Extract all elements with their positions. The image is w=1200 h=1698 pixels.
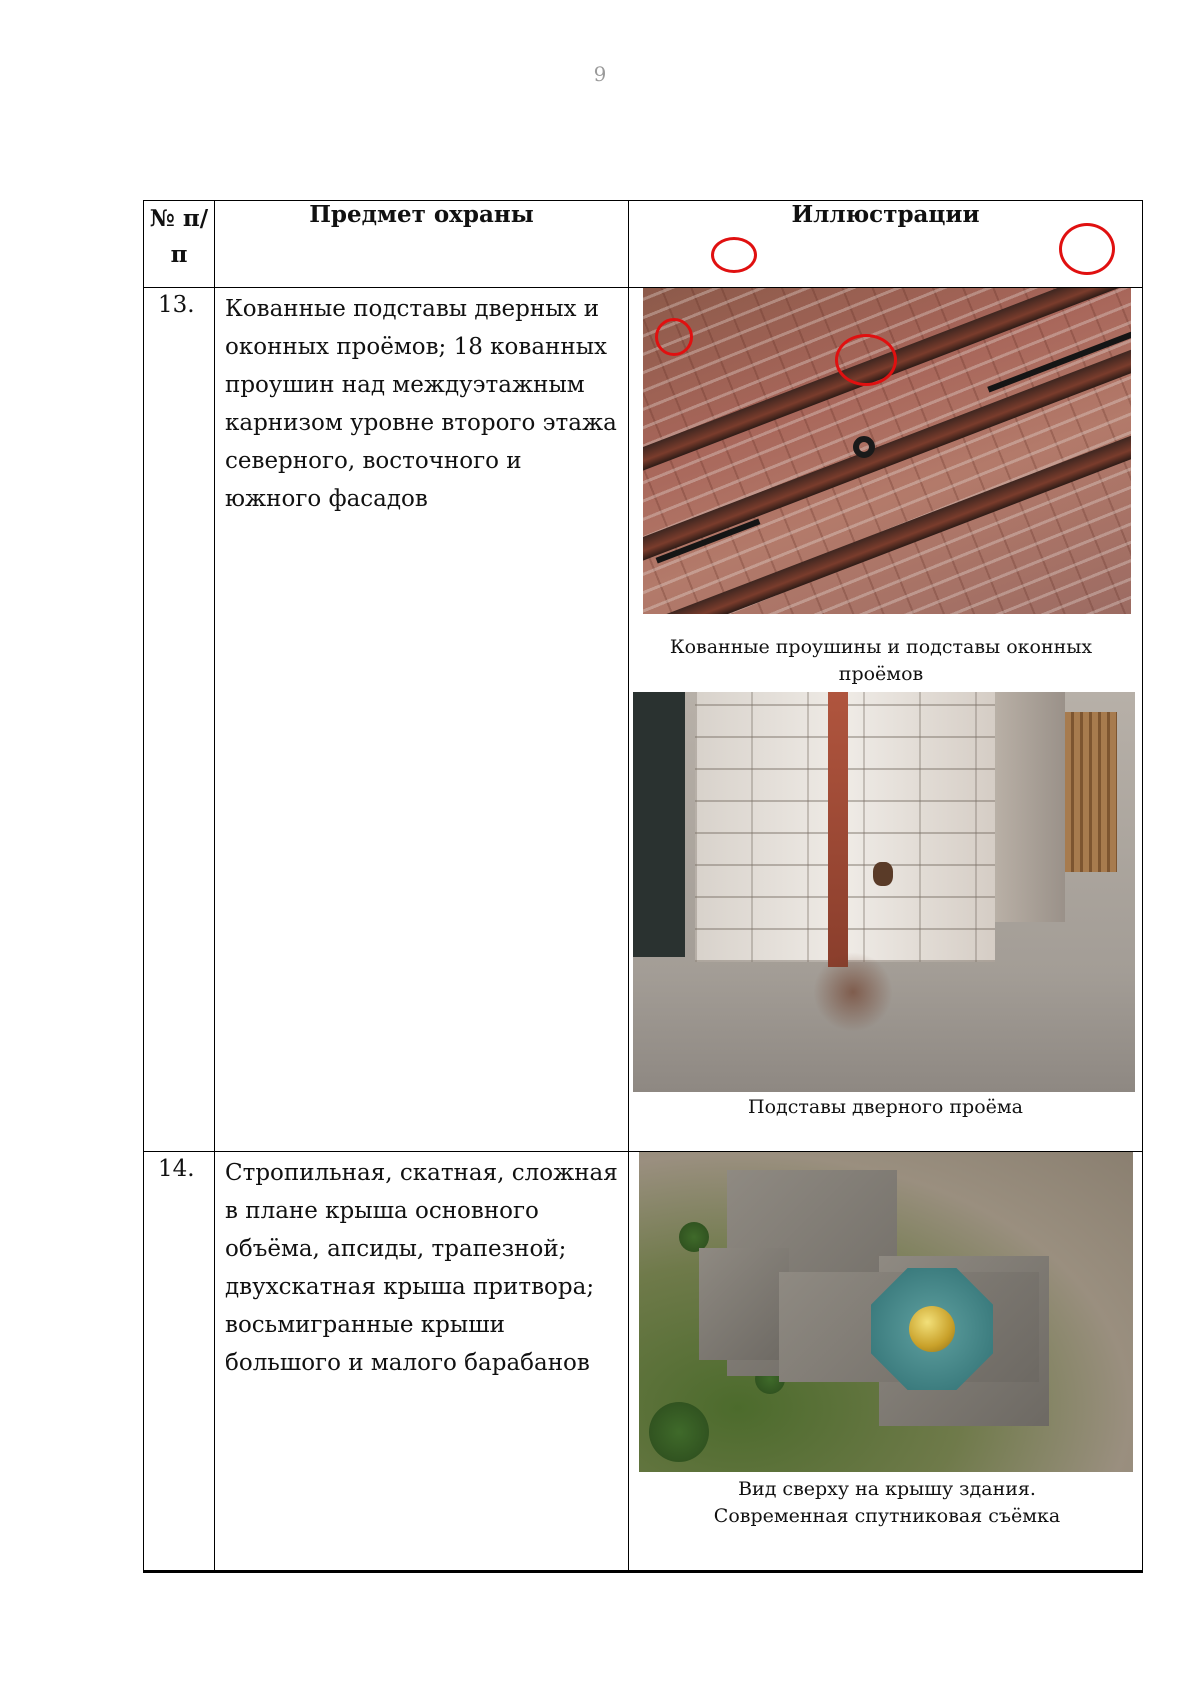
header-number: № п/п xyxy=(144,201,215,288)
table-header-row xyxy=(144,201,1143,288)
annotation-circle-mark xyxy=(1059,223,1115,275)
door-support-pin-icon xyxy=(873,862,893,886)
row-subject: Кованные подставы дверных и оконных проёмов; 18 кованных проушин над междуэтажным карнизом уровне второго этажа северного, восточного и южного фасадов xyxy=(215,288,629,1152)
annotation-circle-mark xyxy=(711,237,757,273)
photo-aerial-roof xyxy=(639,1152,1133,1472)
table-row xyxy=(144,288,1143,1152)
page-number: 9 xyxy=(593,62,607,86)
eyelet-icon xyxy=(853,436,875,458)
header-illustrations-label: Иллюстрации xyxy=(791,201,980,228)
row-illustrations xyxy=(629,288,1143,1152)
header-illustrations xyxy=(629,201,1143,288)
photo-caption: Вид сверху на крышу здания. Современная спутниковая съёмка xyxy=(713,1478,1061,1527)
protection-table xyxy=(143,200,1143,1573)
header-subject: Предмет охраны xyxy=(215,201,629,288)
annotation-circle-mark xyxy=(655,318,693,356)
photo-brick-wall-eyelets xyxy=(643,288,1131,614)
gold-dome xyxy=(909,1306,955,1352)
row-subject: Стропильная, скатная, сложная в плане крыша основного объёма, апсиды, трапезной; двухскатная крыша притвора; восьмигранные крыши большого и малого барабанов xyxy=(215,1152,629,1572)
row-number: 13. xyxy=(144,288,215,1152)
row-number: 14. xyxy=(144,1152,215,1572)
annotation-circle-mark xyxy=(835,334,897,386)
photo-caption: Подставы дверного проёма xyxy=(748,1096,1023,1118)
photo-caption: Кованные проушины и подставы оконных проёмов xyxy=(669,636,1093,685)
photo-door-pillar xyxy=(633,692,1135,1092)
row-illustrations xyxy=(629,1152,1143,1572)
table-row xyxy=(144,1152,1143,1572)
